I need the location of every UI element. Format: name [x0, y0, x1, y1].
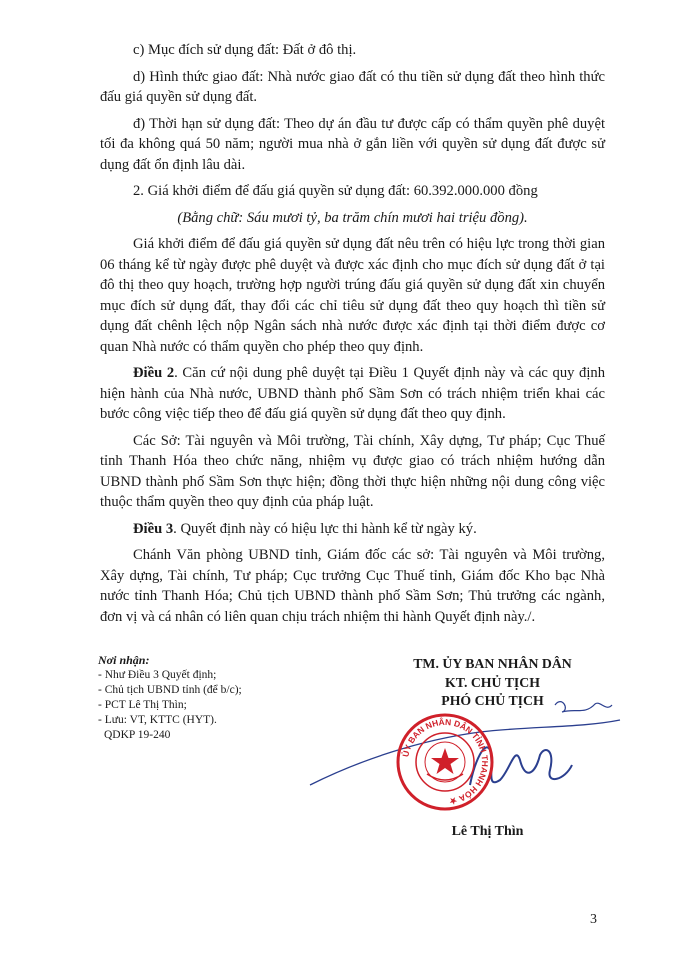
- paragraph-land-purpose: c) Mục đích sử dụng đất: Đất ở đô thị.: [133, 42, 357, 58]
- paragraph-departments: Các Sở: Tài nguyên và Môi trường, Tài chính, Xây dựng, Tư pháp; Cục Thuế tỉnh Thanh Hóa theo chức năng, nhiệm vụ được giao có trách nhiệm hướng dẫn UBND thành phố Sầm Sơn thực hiện; đồng thời thực hiện những nội dung công việc thuộc thẩm quyền theo quy định của pháp luật.: [100, 432, 605, 510]
- recipient-item: - Chủ tịch UBND tỉnh (để b/c);: [98, 684, 242, 696]
- recipients-block: [98, 653, 328, 743]
- paragraph-starting-price: 2. Giá khởi điểm để đấu giá quyền sử dụng đất: 60.392.000.000 đồng: [133, 183, 538, 199]
- recipient-item: - Lưu: VT, KTTC (HYT).: [98, 714, 217, 726]
- svg-text:ỦY BAN NHÂN DÂN TỈNH THANH HÓA: ỦY BAN NHÂN DÂN TỈNH THANH HÓA ★: [400, 716, 491, 807]
- signature-role: KT. CHỦ TỊCH: [445, 674, 540, 690]
- recipient-item: QDKP 19-240: [104, 729, 171, 741]
- paragraph-land-term: đ) Thời hạn sử dụng đất: Theo dự án đầu tư được cấp có thẩm quyền phê duyệt tối đa không quá 50 năm; người mua nhà ở gắn liền với quyền sử dụng đất được sử dụng đất ổn định lâu dài.: [100, 115, 605, 173]
- signer-name: Lê Thị Thìn: [451, 824, 524, 839]
- article-3-label: Điều 3: [133, 520, 174, 537]
- paragraph-allocation-form: d) Hình thức giao đất: Nhà nước giao đất có thu tiền sử dụng đất theo hình thức đấu giá quyền sử dụng đất.: [100, 68, 605, 105]
- article-2-label: Điều 2: [133, 365, 175, 381]
- signature-title: PHÓ CHỦ TỊCH: [441, 693, 544, 708]
- paragraph-price-validity: Giá khởi điểm để đấu giá quyền sử dụng đất nêu trên có hiệu lực trong thời gian 06 tháng kể từ ngày được phê duyệt và được xác định cho mục đích sử dụng đất ở tại đô thị theo quy hoạch, trường hợp người trúng đấu giá quyền sử dụng đất xin chuyển mục đích sử dụng đất, thay đổi các chỉ tiêu sử dụng đất theo quy hoạch thì tiền sử dụng đất chênh lệch nộp Ngân sách nhà nước được xác định tại thời điểm được cơ quan Nhà nước có thẩm quyền cho phép theo quy định.: [100, 236, 605, 355]
- body-text: [100, 40, 605, 627]
- recipient-item: - Như Điều 3 Quyết định;: [98, 669, 217, 681]
- official-seal: [395, 712, 495, 812]
- article-2-text: . Căn cứ nội dung phê duyệt tại Điều 1 Quyết định này và các quy định hiện hành của Nhà nước, UBND thành phố Sầm Sơn có trách nhiệm triển khai các bước công việc tiếp theo để đấu giá quyền sử dụng đất theo quy định.: [100, 365, 605, 422]
- paragraph-responsibilities: Chánh Văn phòng UBND tỉnh, Giám đốc các sở: Tài nguyên và Môi trường, Xây dựng, Tài chính, Tư pháp; Cục trưởng Cục Thuế tỉnh, Giám đốc Kho bạc Nhà nước tỉnh Thanh Hóa; Chủ tịch UBND thành phố Sầm Sơn; Thủ trưởng các ngành, đơn vị và cá nhân có liên quan chịu trách nhiệm thi hành Quyết định này./.: [100, 547, 605, 625]
- signature-org: TM. ỦY BAN NHÂN DÂN: [413, 656, 572, 671]
- recipients-title: Nơi nhận:: [98, 653, 150, 667]
- paragraph-price-in-words: (Bằng chữ: Sáu mươi tỷ, ba trăm chín mươi hai triệu đồng).: [177, 209, 528, 226]
- article-3-text: . Quyết định này có hiệu lực thi hành kể từ ngày ký.: [173, 520, 477, 537]
- recipient-item: - PCT Lê Thị Thìn;: [98, 699, 187, 711]
- page-number: 3: [590, 912, 597, 927]
- paragraph-article-2: [100, 363, 605, 425]
- paragraph-article-3: [100, 519, 605, 540]
